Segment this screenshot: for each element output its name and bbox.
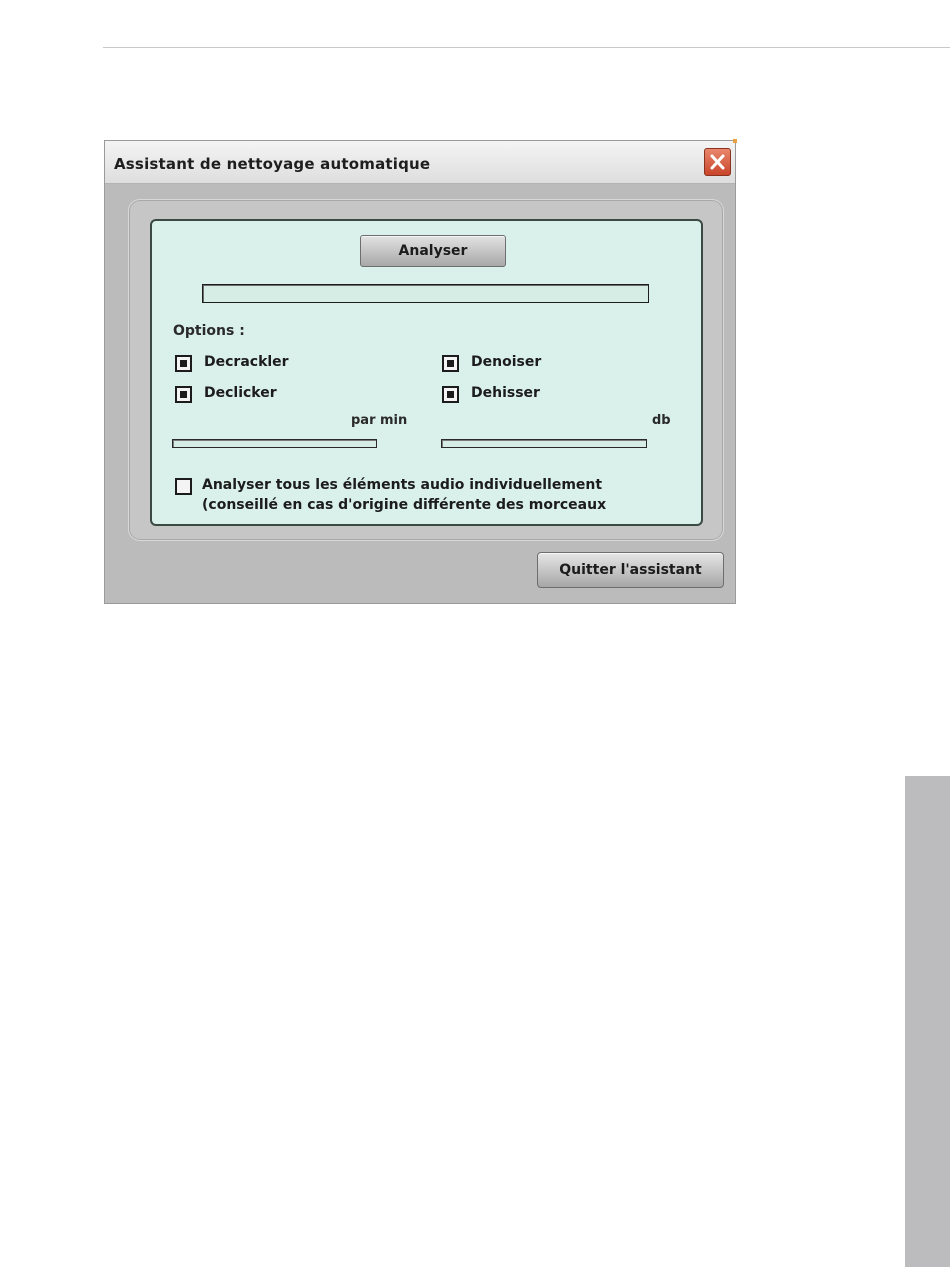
cleaning-assistant-dialog bbox=[104, 140, 736, 604]
decrackler-label: Decrackler bbox=[204, 354, 289, 370]
analyse-individually-line1: Analyser tous les éléments audio individuellement bbox=[202, 477, 603, 493]
declicker-checkbox[interactable] bbox=[175, 386, 192, 403]
check-mark-icon bbox=[447, 391, 454, 398]
denoiser-label: Denoiser bbox=[471, 354, 542, 370]
dialog-titlebar[interactable] bbox=[105, 141, 735, 184]
option-dehisser[interactable] bbox=[442, 386, 602, 404]
outer-panel bbox=[128, 199, 724, 541]
check-mark-icon bbox=[447, 360, 454, 367]
page-side-tab bbox=[905, 776, 950, 1267]
declicker-label: Declicker bbox=[204, 385, 277, 401]
close-button[interactable] bbox=[704, 148, 731, 176]
options-label: Options : bbox=[173, 323, 245, 339]
close-icon bbox=[710, 154, 725, 170]
decrackler-checkbox[interactable] bbox=[175, 355, 192, 372]
analyse-individually-option[interactable] bbox=[175, 478, 205, 496]
option-denoiser[interactable] bbox=[442, 355, 602, 373]
option-declicker[interactable] bbox=[175, 386, 335, 404]
analyse-individually-checkbox[interactable] bbox=[175, 478, 192, 495]
analyse-individually-line2: (conseillé en cas d'origine différente des morceaux bbox=[202, 497, 607, 513]
option-decrackler[interactable] bbox=[175, 355, 335, 373]
analysis-progress-bar bbox=[202, 284, 649, 303]
quit-assistant-button[interactable]: Quitter l'assistant bbox=[537, 552, 724, 588]
dehisser-label: Dehisser bbox=[471, 385, 540, 401]
check-mark-icon bbox=[180, 391, 187, 398]
noise-db-unit: db bbox=[652, 413, 671, 428]
check-mark-icon bbox=[180, 360, 187, 367]
dehisser-checkbox[interactable] bbox=[442, 386, 459, 403]
dehisser-slider[interactable] bbox=[441, 439, 647, 448]
clicks-per-minute-unit: par min bbox=[351, 413, 408, 428]
options-panel bbox=[150, 219, 703, 526]
declicker-slider[interactable] bbox=[172, 439, 377, 448]
denoiser-checkbox[interactable] bbox=[442, 355, 459, 372]
dialog-title: Assistant de nettoyage automatique bbox=[114, 155, 431, 173]
analyse-button[interactable]: Analyser bbox=[360, 235, 506, 267]
analyse-individually-label bbox=[202, 475, 606, 515]
page-top-rule bbox=[103, 47, 950, 48]
